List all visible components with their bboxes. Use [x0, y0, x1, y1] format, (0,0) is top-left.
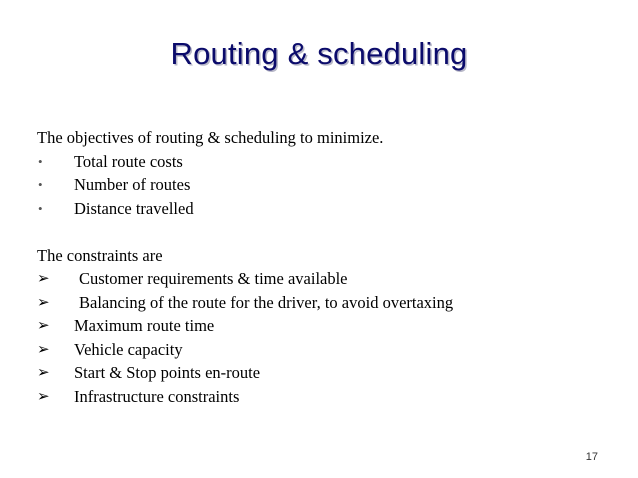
constraint-text: Vehicle capacity [74, 339, 183, 359]
constraint-item [37, 267, 627, 291]
slide-title: Routing & scheduling [170, 36, 468, 71]
page-number: 17 [585, 451, 598, 463]
constraint-text: Customer requirements & time available [79, 269, 348, 288]
arrow-bullet-icon: ➢ [37, 388, 50, 405]
objective-item [37, 150, 627, 174]
constraint-item [37, 361, 627, 385]
arrow-bullet-icon: ➢ [37, 294, 50, 311]
arrow-bullet-icon: ➢ [37, 318, 50, 334]
objective-item [37, 197, 627, 221]
objective-text: Total route costs [74, 151, 183, 171]
objective-item [37, 173, 627, 197]
arrow-bullet-icon: ➢ [37, 271, 50, 287]
constraint-text: Balancing of the route for the driver, to avoid overtaxing [79, 292, 454, 312]
arrow-bullet-icon: ➢ [37, 365, 50, 381]
constraint-text: Maximum route time [74, 316, 215, 335]
constraints-heading: The constraints are [37, 245, 163, 265]
bullet-dot-icon: • [38, 177, 43, 192]
bullet-dot-icon: • [38, 200, 43, 216]
slide-body [37, 126, 627, 408]
constraint-item [37, 338, 627, 362]
bullet-dot-icon: • [38, 153, 43, 169]
constraint-item [37, 291, 627, 315]
objective-text: Number of routes [74, 175, 191, 194]
objective-text: Distance travelled [74, 198, 194, 218]
arrow-bullet-icon: ➢ [37, 341, 50, 358]
spacer [37, 220, 627, 244]
constraint-item [37, 385, 627, 409]
constraint-item [37, 314, 627, 338]
constraint-text: Infrastructure constraints [74, 386, 240, 406]
constraint-text: Start & Stop points en-route [74, 363, 261, 382]
objectives-intro: The objectives of routing & scheduling to minimize. [37, 128, 384, 147]
